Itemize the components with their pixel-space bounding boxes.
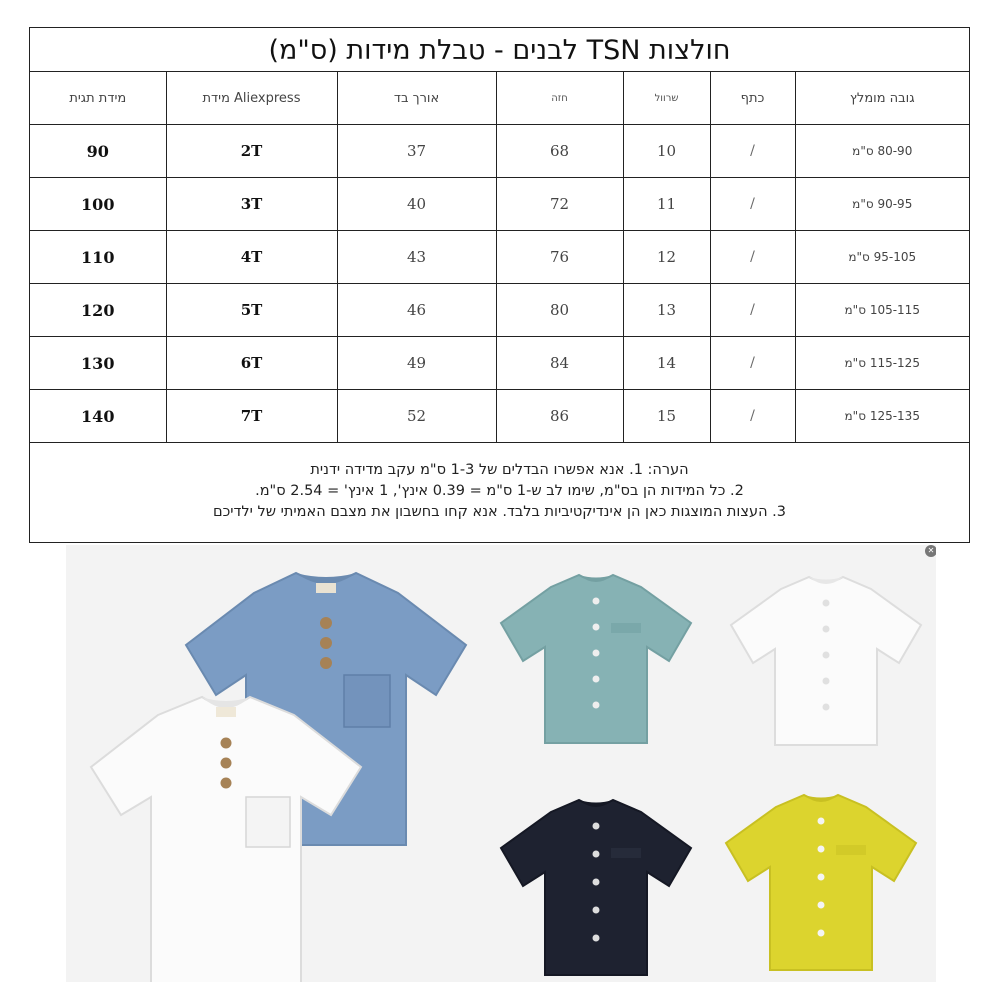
header-aliexpress-size: מידת Aliexpress xyxy=(166,72,337,125)
cell-chest: 86 xyxy=(496,390,623,443)
cell-chest: 68 xyxy=(496,125,623,178)
cell-tag-size: 100 xyxy=(30,178,166,231)
product-photo xyxy=(66,545,936,982)
cell-shoulder: / xyxy=(710,178,795,231)
cell-sleeve: 10 xyxy=(623,125,710,178)
teal-shirt xyxy=(491,565,701,745)
close-icon: ✕ xyxy=(925,545,936,557)
cell-length: 49 xyxy=(337,337,496,390)
cell-tag-size: 120 xyxy=(30,284,166,337)
cell-shoulder: / xyxy=(710,231,795,284)
table-row xyxy=(30,125,969,178)
table-row xyxy=(30,337,969,390)
white-henley-shirt xyxy=(76,685,376,982)
cell-height: 90-95 ס"מ xyxy=(795,178,969,231)
table-row xyxy=(30,178,969,231)
note-line: 2. כל המידות הן בס"מ, שימו לב ש-1 ס"מ = 0.39 אינץ', 1 אינץ' = 2.54 ס"מ. xyxy=(255,483,744,499)
cell-sleeve: 12 xyxy=(623,231,710,284)
cell-length: 43 xyxy=(337,231,496,284)
cell-tag-size: 110 xyxy=(30,231,166,284)
note-line: הערה: 1. אנא אפשרו הבדלים של 1-3 ס"מ עקב מדידה ידנית xyxy=(310,462,689,478)
header-length: אורך בד xyxy=(337,72,496,125)
cell-sleeve: 14 xyxy=(623,337,710,390)
cell-aliexpress-size: 4T xyxy=(166,231,337,284)
cell-tag-size: 140 xyxy=(30,390,166,443)
cell-length: 40 xyxy=(337,178,496,231)
cell-aliexpress-size: 5T xyxy=(166,284,337,337)
note-line: 3. העצות המוצגות כאן הן אינדיקטיביות בלבד. אנא קחו בחשבון את מצבם האמיתי של ילדיכם xyxy=(212,504,786,520)
cell-length: 37 xyxy=(337,125,496,178)
table-row xyxy=(30,390,969,443)
chart-title: חולצות TSN לבנים - טבלת מידות (ס"מ) xyxy=(30,28,969,72)
cell-chest: 84 xyxy=(496,337,623,390)
cell-aliexpress-size: 3T xyxy=(166,178,337,231)
cell-aliexpress-size: 7T xyxy=(166,390,337,443)
cell-chest: 72 xyxy=(496,178,623,231)
cell-sleeve: 15 xyxy=(623,390,710,443)
header-chest: חזה xyxy=(496,72,623,125)
cell-height: 105-115 ס"מ xyxy=(795,284,969,337)
cell-height: 95-105 ס"מ xyxy=(795,231,969,284)
table-header-row xyxy=(30,72,969,125)
size-chart xyxy=(29,27,970,543)
size-table xyxy=(30,72,969,443)
cell-chest: 80 xyxy=(496,284,623,337)
yellow-shirt xyxy=(716,785,926,975)
cell-height: 115-125 ס"מ xyxy=(795,337,969,390)
white-button-shirt xyxy=(721,567,931,747)
navy-shirt xyxy=(491,790,701,980)
chart-notes xyxy=(30,443,969,543)
cell-length: 46 xyxy=(337,284,496,337)
header-shoulder: כתף xyxy=(710,72,795,125)
cell-length: 52 xyxy=(337,390,496,443)
table-row xyxy=(30,284,969,337)
cell-height: 125-135 ס"מ xyxy=(795,390,969,443)
cell-tag-size: 130 xyxy=(30,337,166,390)
cell-sleeve: 13 xyxy=(623,284,710,337)
cell-shoulder: / xyxy=(710,125,795,178)
cell-sleeve: 11 xyxy=(623,178,710,231)
header-tag-size: מידת תגית xyxy=(30,72,166,125)
cell-aliexpress-size: 2T xyxy=(166,125,337,178)
table-row xyxy=(30,231,969,284)
cell-shoulder: / xyxy=(710,284,795,337)
cell-tag-size: 90 xyxy=(30,125,166,178)
cell-height: 80-90 ס"מ xyxy=(795,125,969,178)
cell-shoulder: / xyxy=(710,337,795,390)
cell-shoulder: / xyxy=(710,390,795,443)
header-sleeve: שרוול xyxy=(623,72,710,125)
header-height: גובה מומלץ xyxy=(795,72,969,125)
cell-chest: 76 xyxy=(496,231,623,284)
cell-aliexpress-size: 6T xyxy=(166,337,337,390)
